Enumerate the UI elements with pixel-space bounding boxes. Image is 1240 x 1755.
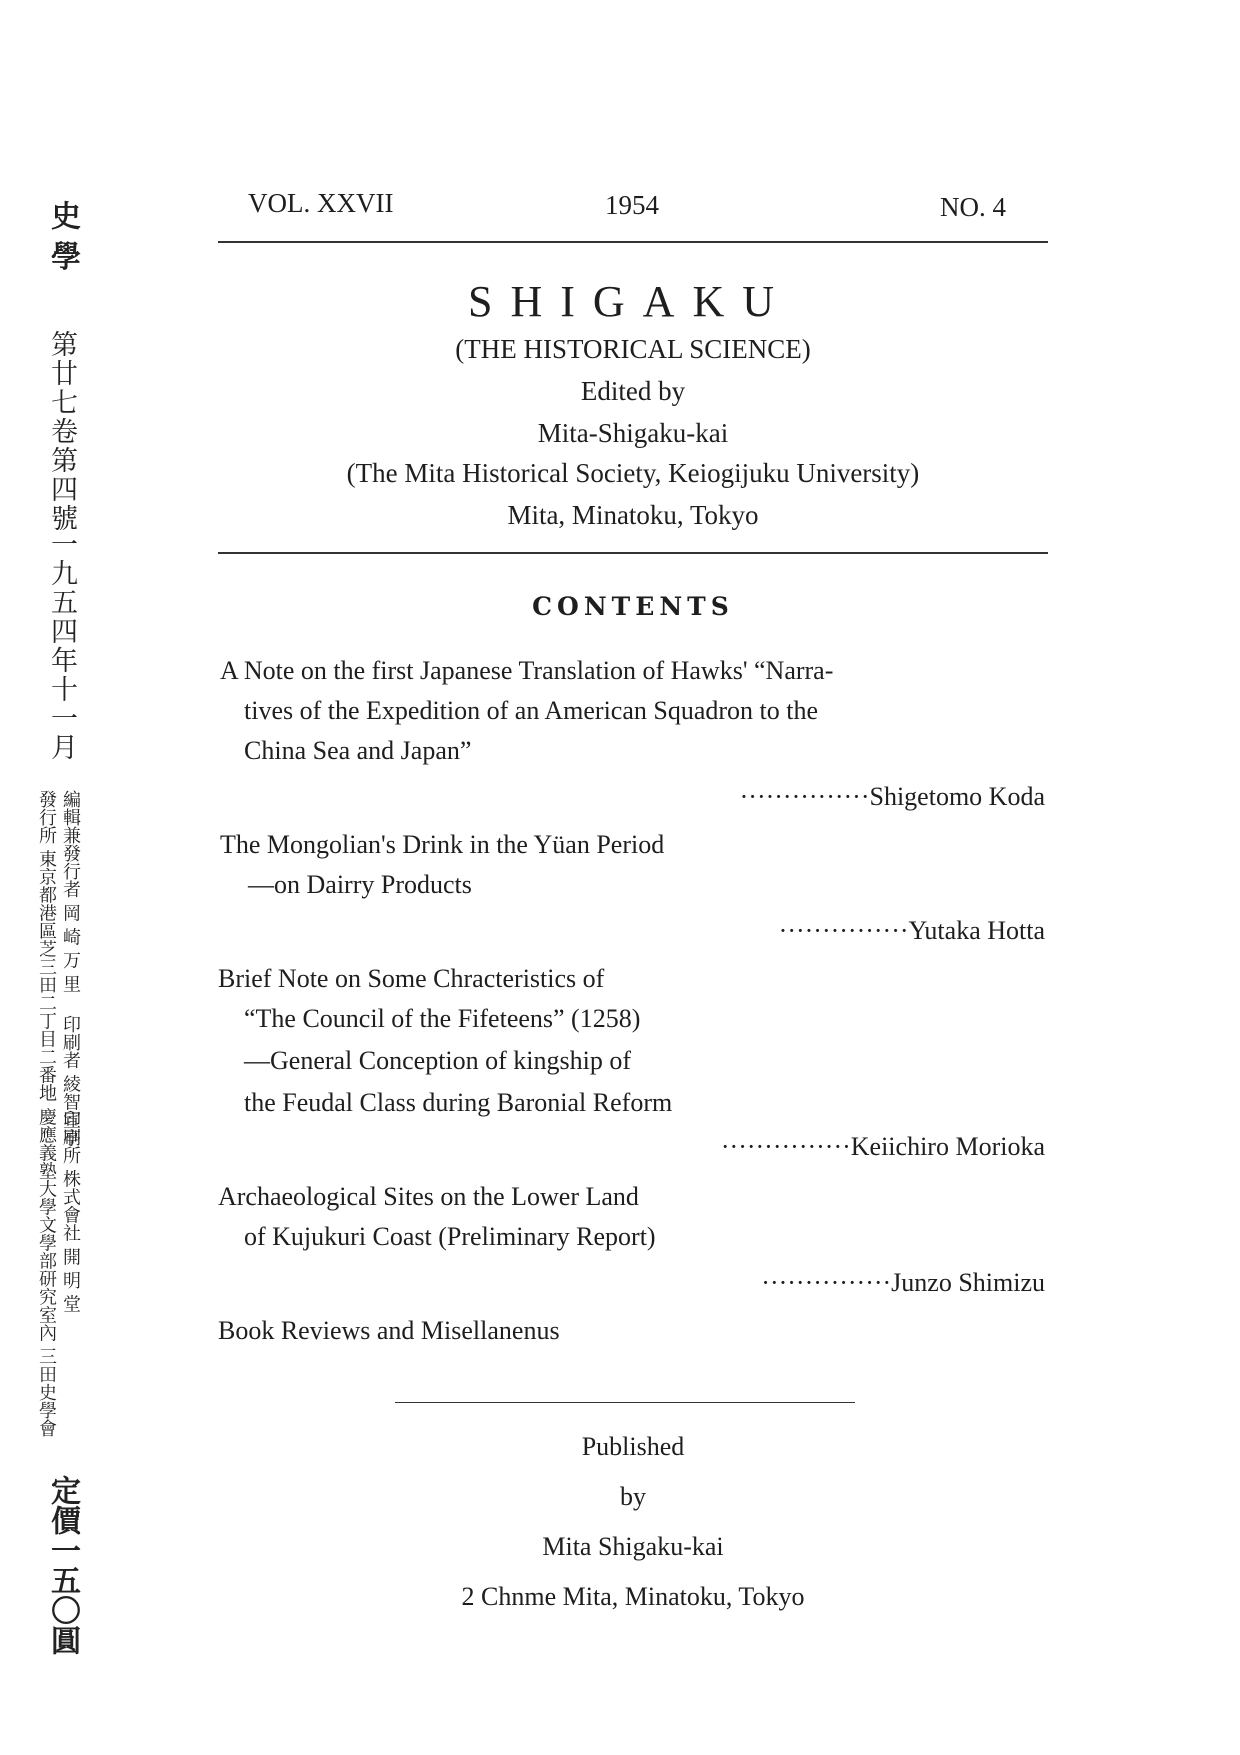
article-2-line-1: The Mongolian's Drink in the Yüan Period bbox=[220, 830, 665, 859]
article-4-line-1: Archaeological Sites on the Lower Land bbox=[218, 1182, 639, 1211]
article-3-author: ···············Keiichiro Morioka bbox=[720, 1132, 1045, 1161]
edited-by: Edited by bbox=[580, 376, 686, 406]
location: Mita, Minatoku, Tokyo bbox=[507, 500, 759, 530]
masthead-rule bbox=[218, 552, 1048, 554]
article-1-author: ···············Shigetomo Koda bbox=[739, 782, 1045, 811]
spine-publisher: 發行所 東京都港區芝三田二丁目二番地 慶應義塾大學文學部研究室內 三田史學會 bbox=[36, 790, 57, 1438]
published-label: Published bbox=[581, 1432, 685, 1461]
by-label: by bbox=[620, 1482, 646, 1511]
article-3-line-4: the Feudal Class during Baronial Reform bbox=[244, 1088, 673, 1117]
article-2-line-2: —on Dairry Products bbox=[248, 870, 472, 899]
society-name: (The Mita Historical Society, Keiogijuku University) bbox=[346, 458, 920, 488]
publisher-name: Mita Shigaku-kai bbox=[542, 1532, 724, 1561]
editor-name: Mita-Shigaku-kai bbox=[537, 418, 729, 448]
article-3-line-2: “The Council of the Fifeteens” (1258) bbox=[244, 1004, 641, 1033]
article-2-author: ···············Yutaka Hotta bbox=[778, 916, 1045, 945]
spine-issue: 第廿七卷第四號 bbox=[46, 330, 77, 533]
spine-printshop: 印刷所 株式會社 開 明 堂 bbox=[60, 1110, 81, 1313]
publisher-address: 2 Chnme Mita, Minatoku, Tokyo bbox=[461, 1582, 805, 1611]
journal-subtitle: (THE HISTORICAL SCIENCE) bbox=[455, 334, 811, 364]
contents-end-rule bbox=[395, 1402, 855, 1403]
article-4-line-2: of Kujukuri Coast (Preliminary Report) bbox=[244, 1222, 656, 1251]
volume-label: VOL. XXVII bbox=[248, 188, 394, 218]
article-1-line-1: A Note on the first Japanese Translation of Hawks' “Narra- bbox=[220, 656, 834, 685]
contents-heading: CONTENTS bbox=[532, 592, 734, 621]
spine-date: 一九五四年十一月 bbox=[46, 530, 77, 762]
spine-printer: 印刷者 綾智宣亭 bbox=[60, 1015, 81, 1147]
year-label: 1954 bbox=[605, 190, 659, 220]
article-3-line-3: —General Conception of kingship of bbox=[244, 1046, 632, 1075]
spine-editor: 編輯兼發行者 岡 崎 万 里 bbox=[60, 790, 81, 993]
article-1-line-2: tives of the Expedition of an American Squadron to the bbox=[244, 696, 819, 725]
book-reviews: Book Reviews and Misellanenus bbox=[218, 1316, 560, 1345]
article-4-author: ···············Junzo Shimizu bbox=[761, 1268, 1045, 1297]
article-3-line-1: Brief Note on Some Chracteristics of bbox=[218, 964, 605, 993]
article-1-line-3: China Sea and Japan” bbox=[244, 736, 472, 765]
journal-title: SHIGAKU bbox=[468, 277, 792, 326]
issue-number: NO. 4 bbox=[940, 192, 1006, 222]
spine-title: 史 學 bbox=[45, 200, 80, 271]
spine-price: 定價一五〇圓 bbox=[45, 1475, 80, 1655]
header-rule bbox=[218, 241, 1048, 243]
